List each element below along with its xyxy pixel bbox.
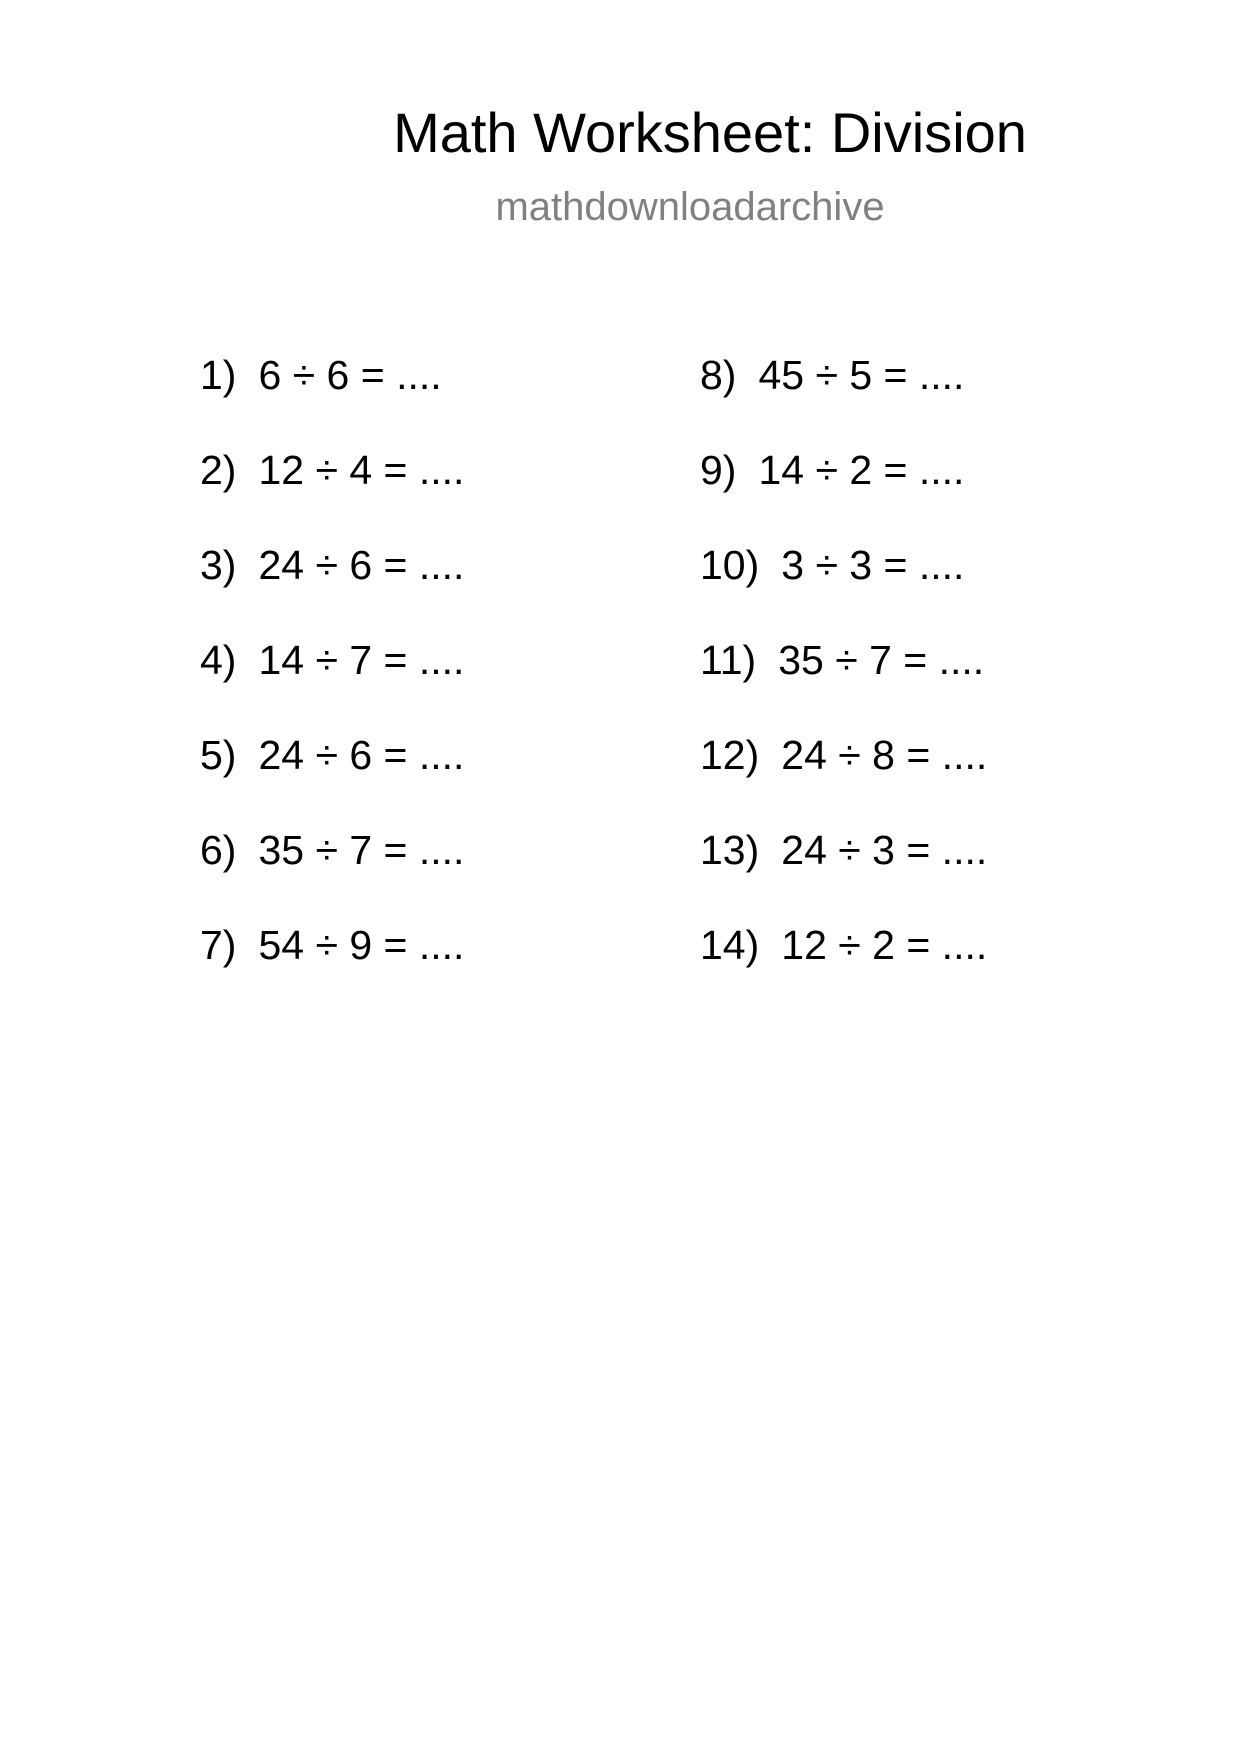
problem-number: 8) (700, 352, 737, 398)
problem-expression: 3 ÷ 3 = .... (781, 542, 965, 588)
problem-expression: 45 ÷ 5 = .... (758, 352, 965, 398)
problems-left-column (200, 350, 464, 1015)
problem-11 (700, 635, 987, 730)
problem-5 (200, 730, 464, 825)
problem-8 (700, 350, 987, 445)
problem-expression: 54 ÷ 9 = .... (258, 922, 465, 968)
problem-expression: 24 ÷ 3 = .... (781, 827, 988, 873)
problem-number: 14) (700, 922, 760, 968)
problem-6 (200, 825, 464, 920)
problem-10 (700, 540, 987, 635)
problem-3 (200, 540, 464, 635)
worksheet-title: Math Worksheet: Division (393, 101, 1027, 164)
problems-right-column (700, 350, 987, 1015)
problem-1 (200, 350, 464, 445)
problem-number: 13) (700, 827, 760, 873)
problem-number: 11) (700, 637, 757, 683)
problem-expression: 24 ÷ 8 = .... (781, 732, 988, 778)
problem-number: 3) (200, 542, 237, 588)
problem-9 (700, 445, 987, 540)
problem-expression: 12 ÷ 2 = .... (781, 922, 988, 968)
problem-4 (200, 635, 464, 730)
problem-expression: 6 ÷ 6 = .... (258, 352, 442, 398)
problem-number: 7) (200, 922, 237, 968)
problem-7 (200, 920, 464, 1015)
problem-expression: 24 ÷ 6 = .... (258, 732, 465, 778)
problem-expression: 35 ÷ 7 = .... (778, 637, 985, 683)
problem-expression: 14 ÷ 7 = .... (258, 637, 465, 683)
problem-12 (700, 730, 987, 825)
problem-number: 12) (700, 732, 760, 778)
problem-expression: 24 ÷ 6 = .... (258, 542, 465, 588)
problem-number: 5) (200, 732, 237, 778)
problem-expression: 12 ÷ 4 = .... (258, 447, 465, 493)
problem-13 (700, 825, 987, 920)
problem-2 (200, 445, 464, 540)
problem-number: 2) (200, 447, 237, 493)
problem-expression: 14 ÷ 2 = .... (758, 447, 965, 493)
problem-14 (700, 920, 987, 1015)
problem-number: 10) (700, 542, 760, 588)
problem-number: 1) (200, 352, 237, 398)
problem-number: 9) (700, 447, 737, 493)
problem-number: 6) (200, 827, 237, 873)
problem-number: 4) (200, 637, 237, 683)
worksheet-subtitle: mathdownloadarchive (495, 185, 885, 229)
problem-expression: 35 ÷ 7 = .... (258, 827, 465, 873)
